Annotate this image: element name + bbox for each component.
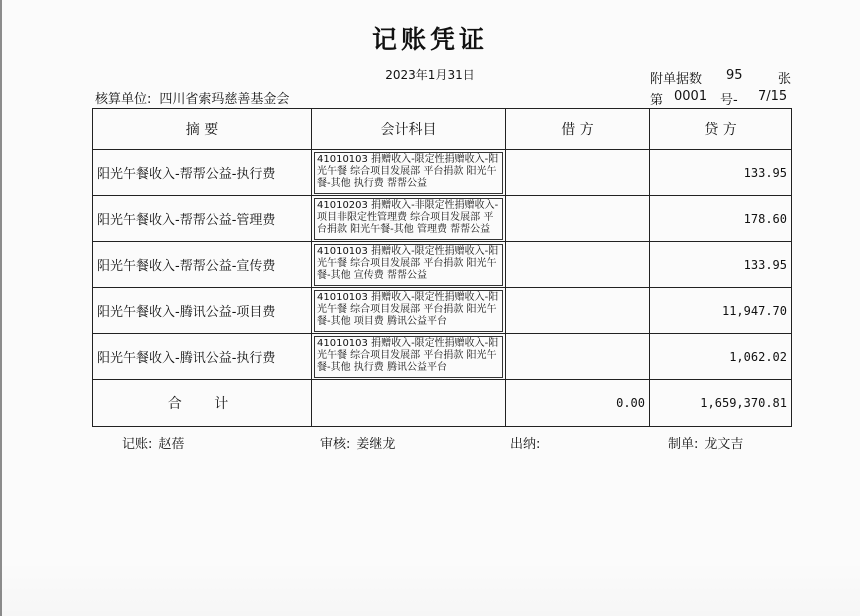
cashier-label: 出纳: bbox=[510, 437, 541, 452]
table-row bbox=[93, 150, 792, 196]
total-account-empty bbox=[312, 380, 506, 427]
row-account-cell bbox=[312, 196, 506, 242]
bookkeeper-label: 记账: bbox=[122, 437, 153, 452]
voucher-suffix: 号- bbox=[720, 93, 738, 108]
row-account: 41010103 捐赠收入-限定性捐赠收入-阳光午餐 综合项目发展部 平台捐款 阳光午餐-其他 执行费 腾讯公益平台 bbox=[314, 336, 503, 378]
table-row bbox=[93, 196, 792, 242]
row-credit: 133.95 bbox=[650, 242, 792, 288]
preparer-label: 制单: bbox=[668, 437, 699, 452]
preparer-name: 龙文吉 bbox=[704, 437, 744, 452]
row-debit bbox=[506, 196, 650, 242]
header-summary: 摘 要 bbox=[93, 109, 312, 150]
row-account-cell bbox=[312, 150, 506, 196]
table-row bbox=[93, 334, 792, 380]
row-summary: 阳光午餐收入-腾讯公益-项目费 bbox=[93, 288, 312, 334]
voucher-date: 2023年1月31日 bbox=[385, 68, 475, 82]
bookkeeper-name: 赵蓓 bbox=[158, 437, 185, 452]
table-header-row bbox=[93, 109, 792, 150]
total-credit: 1,659,370.81 bbox=[650, 380, 792, 427]
attachments-label: 附单据数 bbox=[650, 72, 703, 87]
accounting-unit bbox=[95, 88, 289, 107]
reviewer-label: 审核: bbox=[320, 437, 351, 452]
accounting-unit-name: 四川省索玛慈善基金会 bbox=[159, 92, 290, 107]
row-summary: 阳光午餐收入-帮帮公益-管理费 bbox=[93, 196, 312, 242]
reviewer-signature bbox=[320, 433, 395, 452]
voucher-page: 7/15 bbox=[758, 89, 788, 104]
table-row bbox=[93, 288, 792, 334]
header-debit: 借 方 bbox=[506, 109, 650, 150]
row-account: 41010103 捐赠收入-限定性捐赠收入-阳光午餐 综合项目发展部 平台捐款 阳光午餐-其他 宣传费 帮帮公益 bbox=[314, 244, 503, 286]
voucher-number-value: 0001 bbox=[674, 89, 708, 104]
row-credit: 133.95 bbox=[650, 150, 792, 196]
row-account-cell bbox=[312, 288, 506, 334]
row-debit bbox=[506, 150, 650, 196]
scan-background bbox=[0, 560, 860, 616]
row-credit: 11,947.70 bbox=[650, 288, 792, 334]
attachments-unit: 张 bbox=[778, 72, 792, 87]
voucher-prefix: 第 bbox=[650, 93, 664, 108]
accounting-unit-label: 核算单位: bbox=[95, 92, 152, 107]
attachments-number: 95 bbox=[726, 68, 743, 83]
row-account: 41010203 捐赠收入-非限定性捐赠收入-项目非限定性管理费 综合项目发展部 平台捐款 阳光午餐-其他 管理费 帮帮公益 bbox=[314, 198, 503, 240]
voucher-table bbox=[92, 108, 792, 427]
row-debit bbox=[506, 288, 650, 334]
cashier-signature bbox=[510, 433, 546, 452]
row-debit bbox=[506, 334, 650, 380]
total-row bbox=[93, 380, 792, 427]
scan-edge bbox=[0, 0, 2, 616]
reviewer-name: 姜继龙 bbox=[356, 437, 396, 452]
row-debit bbox=[506, 242, 650, 288]
total-label: 合 计 bbox=[93, 380, 312, 427]
total-debit: 0.00 bbox=[506, 380, 650, 427]
row-account: 41010103 捐赠收入-限定性捐赠收入-阳光午餐 综合项目发展部 平台捐款 阳光午餐-其他 执行费 帮帮公益 bbox=[314, 152, 503, 194]
row-credit: 178.60 bbox=[650, 196, 792, 242]
header-credit: 贷 方 bbox=[650, 109, 792, 150]
preparer-signature bbox=[668, 433, 743, 452]
bookkeeper-signature bbox=[122, 433, 184, 452]
row-credit: 1,062.02 bbox=[650, 334, 792, 380]
table-row bbox=[93, 242, 792, 288]
header-account: 会计科目 bbox=[312, 109, 506, 150]
row-account-cell bbox=[312, 242, 506, 288]
row-summary: 阳光午餐收入-帮帮公益-宣传费 bbox=[93, 242, 312, 288]
row-account-cell bbox=[312, 334, 506, 380]
row-account: 41010103 捐赠收入-限定性捐赠收入-阳光午餐 综合项目发展部 平台捐款 阳光午餐-其他 项目费 腾讯公益平台 bbox=[314, 290, 503, 332]
row-summary: 阳光午餐收入-腾讯公益-执行费 bbox=[93, 334, 312, 380]
document-title: 记账凭证 bbox=[371, 25, 488, 54]
row-summary: 阳光午餐收入-帮帮公益-执行费 bbox=[93, 150, 312, 196]
